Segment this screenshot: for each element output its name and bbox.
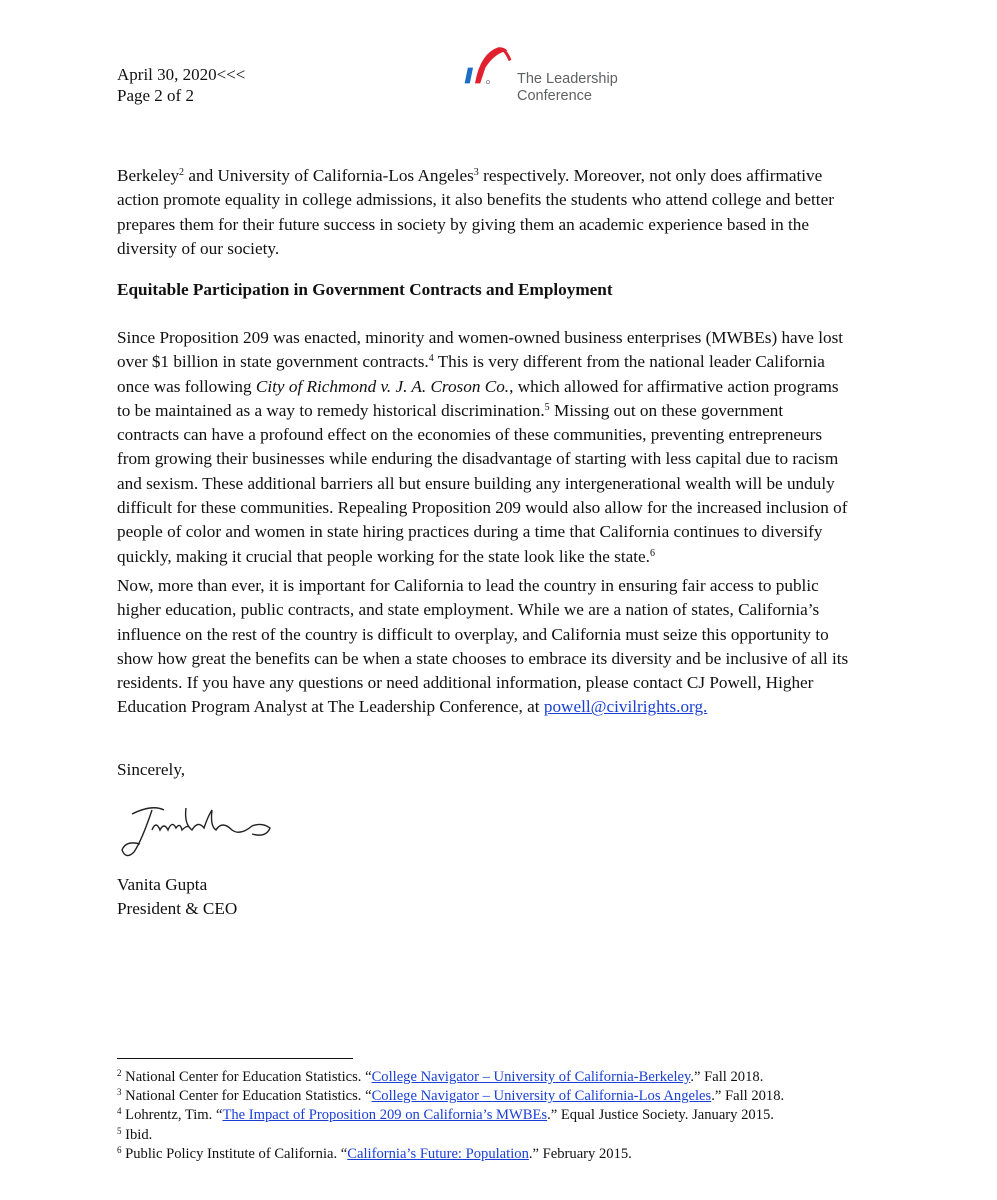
text-run: people of color and women in state hiring practices during a time that California continues to diversify (117, 522, 823, 542)
leadership-conference-logo (462, 44, 514, 90)
footnote (117, 1145, 784, 1164)
text-line (117, 623, 848, 647)
text-line (117, 758, 185, 782)
text-run: once was following (117, 376, 256, 396)
text-run: to be maintained as a way to remedy historical discrimination. (117, 400, 545, 420)
text-line (117, 671, 848, 695)
text-line (117, 520, 848, 544)
text-run: President & CEO (117, 899, 238, 919)
footnote-ref: 6 (649, 547, 655, 559)
text-run: Vanita Gupta (117, 875, 208, 894)
text-run: contracts can have a profound effect on the economies of these communities, preventing entrepreneurs (117, 425, 823, 445)
text-line (117, 472, 848, 496)
footnote-ref: 4 (428, 353, 434, 365)
footnote-ref: 2 (179, 167, 185, 178)
text-run: difficult for these communities. Repealing Proposition 209 would also allow for the increased inclusion of (117, 498, 848, 518)
body-paragraph-3 (117, 574, 848, 720)
text-run: Lohrentz, Tim. “ (121, 1107, 223, 1124)
text-line (117, 897, 237, 921)
reference-link[interactable]: College Navigator – University of California-Berkeley (371, 1069, 691, 1085)
text-line (117, 545, 848, 569)
text-run: and University of California-Los Angeles (184, 166, 474, 185)
text-run: and sexism. These additional barriers all but ensure building any intergenerational wealth will be unduly (117, 473, 835, 493)
text-run: Ibid. (121, 1126, 153, 1143)
footnote (117, 1068, 784, 1087)
footnote-ref: 6 (117, 1144, 122, 1155)
text-run: , which allowed for affirmative action programs (509, 376, 839, 396)
case-citation: City of Richmond v. J. A. Croson Co. (255, 376, 510, 396)
text-run: quickly, making it crucial that people working for the state look like the state. (117, 546, 650, 566)
text-line (117, 496, 848, 520)
footnote-ref: 5 (544, 401, 550, 413)
text-run: Missing out on these government (549, 400, 784, 420)
footnote-divider (117, 1058, 353, 1059)
logo-line-1: The Leadership (517, 71, 618, 87)
body-paragraph-2 (117, 326, 848, 569)
closing (117, 758, 185, 782)
footnote-ref: 4 (117, 1106, 122, 1117)
reference-link[interactable]: California’s Future: Population (347, 1145, 529, 1162)
text-line (117, 598, 848, 622)
text-run: Now, more than ever, it is important for California to lead the country in ensuring fair access to public (117, 576, 819, 595)
text-run: show how great the benefits can be when a state chooses to embrace its diversity and be inclusive of all its (117, 648, 849, 668)
body-paragraph-1 (117, 164, 834, 261)
text-run: residents. If you have any questions or need additional information, please contact CJ Powell, Higher (117, 673, 814, 693)
text-line (117, 326, 848, 350)
text-line (117, 164, 834, 188)
text-run: .” Fall 2018. (690, 1069, 764, 1085)
reference-link[interactable]: The Impact of Proposition 209 on California’s MWBEs (222, 1107, 548, 1124)
signature (112, 800, 282, 865)
text-line (117, 375, 848, 399)
page-number: Page 2 of 2 (117, 86, 194, 105)
text-run: prepares them for their future success in society by giving them an academic experience based in the (117, 214, 810, 234)
text-line (117, 647, 848, 671)
letter-date: April 30, 2020<<< (117, 65, 246, 84)
text-run: respectively. Moreover, not only does affirmative (478, 166, 823, 185)
text-run: .” Equal Justice Society. January 2015. (547, 1107, 774, 1124)
text-line (117, 188, 834, 212)
text-line (117, 695, 848, 719)
text-line (117, 873, 237, 897)
letter-header (117, 64, 245, 106)
footnotes (117, 1068, 784, 1164)
text-line (117, 447, 848, 471)
text-run: Public Policy Institute of California. “ (121, 1145, 348, 1162)
text-run: diversity of our society. (117, 238, 280, 258)
text-run: National Center for Education Statistics. “ (121, 1088, 372, 1105)
reference-link[interactable]: College Navigator – University of California-Los Angeles (371, 1088, 712, 1105)
text-run: action promote equality in college admissions, it also benefits the students who attend college and better (117, 190, 834, 210)
footnote-ref: 2 (117, 1068, 122, 1078)
text-run: Education Program Analyst at The Leadership Conference, at (117, 697, 544, 717)
text-run: Equitable Participation in Government Contracts and Employment (117, 280, 613, 299)
text-run: higher education, public contracts, and state employment. While we are a nation of states, California’s (117, 600, 820, 620)
footnote-ref: 3 (117, 1087, 122, 1098)
text-run: Since Proposition 209 was enacted, minority and women-owned business enterprises (MWBEs) have lost (117, 328, 844, 347)
text-run: This is very different from the national leader California (433, 352, 825, 372)
text-line (117, 237, 834, 261)
reference-link[interactable]: powell@civilrights.org. (543, 697, 708, 717)
text-run: over $1 billion in state government contracts. (117, 352, 429, 372)
text-run: .” February 2015. (528, 1145, 632, 1162)
footnote (117, 1087, 784, 1106)
logo-line-2: Conference (517, 88, 592, 104)
footnote (117, 1106, 784, 1125)
text-line (117, 423, 848, 447)
logo-text (517, 71, 618, 105)
text-line (117, 350, 848, 374)
text-line (117, 278, 613, 302)
footnote (117, 1126, 784, 1145)
text-run: .” Fall 2018. (711, 1088, 785, 1105)
footnote-ref: 3 (473, 167, 479, 178)
text-run: Berkeley (117, 166, 180, 185)
text-run: National Center for Education Statistics. “ (121, 1069, 372, 1085)
text-line (117, 399, 848, 423)
text-run: Sincerely, (117, 760, 186, 779)
footnote-ref: 5 (117, 1125, 122, 1136)
text-line (117, 213, 834, 237)
text-line (117, 574, 848, 598)
signatory (117, 873, 237, 922)
text-run: influence on the rest of the country is difficult to overplay, and California must seize this opportunity to (117, 624, 829, 644)
section-heading (117, 278, 613, 302)
text-run: from growing their businesses while enduring the disadvantage of starting with less capital due to racism (117, 449, 839, 469)
